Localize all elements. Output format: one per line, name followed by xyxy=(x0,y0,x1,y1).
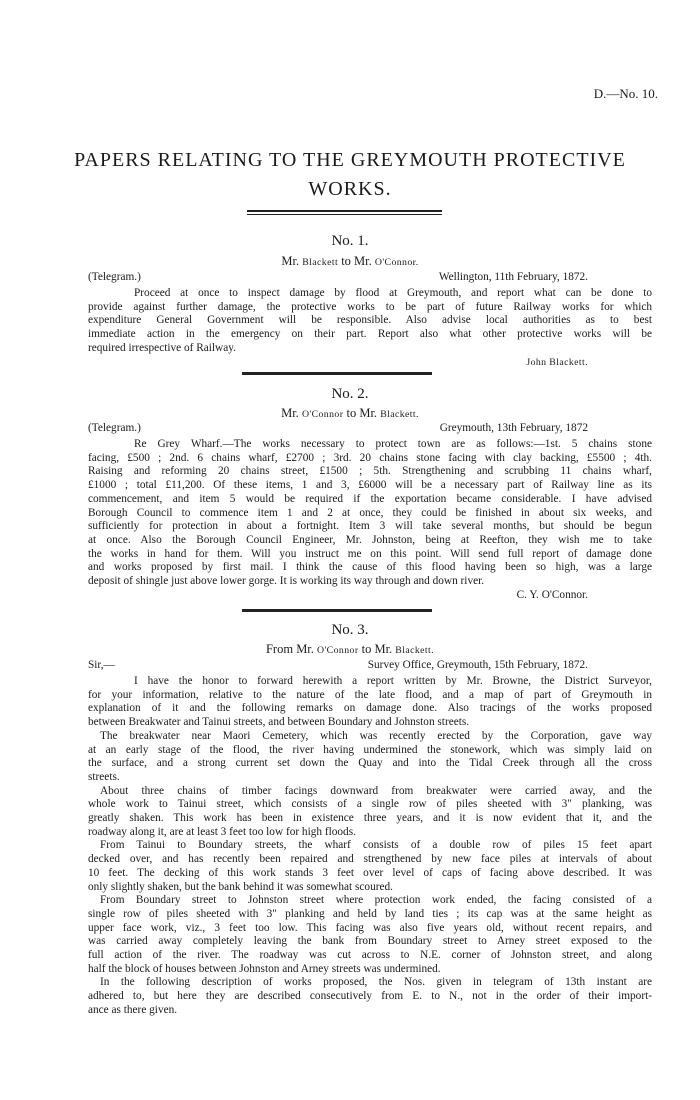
body-line: was carried away completely leaving the bank from Boundary street to Arney street exposed to the xyxy=(88,935,652,948)
body-line: provide against further damage, the protective works to be part of future Railway works for which xyxy=(88,300,652,313)
doc2-number: No. 2. xyxy=(331,386,369,402)
body-line: I have the honor to forward herewith a report written by Mr. Browne, the District Surveyor, xyxy=(134,675,652,687)
body-line: for your information, relative to the nature of the late flood, and a map of part of Greymouth in xyxy=(88,688,652,701)
body-line: the works in hand for them. Will you instruct me on this point. Will send full report of damage done xyxy=(88,547,652,560)
body-line: commencement, and item 5 would be required if the exportation became considerable. I have advised xyxy=(88,492,652,505)
doc1-number: No. 1. xyxy=(331,233,369,249)
doc3-salutation: Sir,— xyxy=(88,659,115,671)
body-line: expenditure General Government will be responsible. Also advise local authorities as to best xyxy=(88,314,652,327)
body-line: adhered to, but here they are described consecutively from E. to N., not in the order of their import- xyxy=(88,990,652,1003)
body-line: half the block of houses between Johnston and Arney streets was undermined. xyxy=(88,962,441,975)
body-line: only slightly shaken, but the bank behind it was somewhat scoured. xyxy=(88,880,393,893)
body-line: and works proposed by first mail. I think the cause of this flood having been so high, was a large xyxy=(88,561,652,574)
body-line: between Breakwater and Tainui streets, and between Boundary and Johnston streets. xyxy=(88,716,470,729)
body-line: immediate action in the emergency on their part. Report also what other protective works will be xyxy=(88,328,652,341)
body-line: Proceed at once to inspect damage by flood at Greymouth, and report what can be done to xyxy=(134,287,652,299)
body-line: decked over, and has recently been repaired and strengthened by new face piles at intervals of about xyxy=(88,853,652,866)
body-line: Re Grey Wharf.—The works necessary to protect town are as follows:—1st. 5 chains stone xyxy=(134,438,652,450)
body-line: Borough Council to commence item 1 and 2 at once, they could be finished in about six weeks, and xyxy=(88,506,652,519)
body-line: £1000 ; total £11,200. Of these items, 1 and 3, £6000 will be a necessary part of Railway line as its xyxy=(88,479,652,492)
body-line: From Boundary street to Johnston street where protection work ended, the facing consisted of a xyxy=(100,894,652,907)
body-line: sufficiently for protection in about a fortnight. Item 3 will take several months, but should be begun xyxy=(88,520,652,533)
body-line: facing, £500 ; 2nd. 6 chains wharf, £2700 ; 3rd. 20 chains stone facing with clay backing, £5500 ; 4th. xyxy=(88,451,652,464)
body-line: streets. xyxy=(88,770,120,783)
body-line: single row of piles sheeted with 3" planking and held by land ties ; its cap was at the same height as xyxy=(88,907,652,920)
title-line-1: PAPERS RELATING TO THE GREYMOUTH PROTECTIVE xyxy=(74,149,626,171)
doc3-heading: From Mr. O'Connor to Mr. Blackett. xyxy=(265,642,434,656)
doc1-place-date: Wellington, 11th February, 1872. xyxy=(438,271,588,283)
doc1-signature: John Blackett. xyxy=(526,357,588,368)
title-line-2: WORKS. xyxy=(308,178,392,200)
body-line: Raising and reforming 20 chains street, £1500 ; 5th. Strengthening and scrubbing 11 chains wharf, xyxy=(88,465,652,478)
body-line: The breakwater near Maori Cemetery, which was recently erected by the Corporation, gave way xyxy=(100,729,652,742)
doc3-body xyxy=(88,675,652,1018)
body-line: From Tainui to Boundary streets, the wharf consists of a double row of piles 15 feet apart xyxy=(100,839,652,852)
body-line: full action of the river. The roadway was cut across to N.E. corner of Johnston street, and along xyxy=(88,949,652,962)
doc2-heading: Mr. O'Connor to Mr. Blackett. xyxy=(281,406,419,420)
body-line: About three chains of timber facings downward from breakwater were carried away, and the xyxy=(100,784,652,797)
body-line: upper face work, viz., 3 feet too low. This facing was also five years old, without recent repairs, and xyxy=(88,921,652,934)
body-line: explanation of it and the following remarks on damage done. Also tracings of the works proposed xyxy=(88,702,652,715)
body-line: In the following description of works proposed, the Nos. given in telegram of 13th instant are xyxy=(100,976,652,989)
section-rule xyxy=(242,609,432,612)
body-line: ance as there given. xyxy=(88,1003,178,1016)
doc1-body xyxy=(88,287,652,356)
body-line: at an early stage of the flood, the river having undermined the stonework, which was simply laid on xyxy=(88,743,652,756)
doc2-type: (Telegram.) xyxy=(88,422,141,434)
doc3-place-date: Survey Office, Greymouth, 15th February, 1872. xyxy=(367,659,588,671)
body-line: at once. Also the Borough Council Engineer, Mr. Johnston, being at Reefton, they wish me to take xyxy=(88,533,652,546)
body-line: required irrespective of Railway. xyxy=(88,341,236,354)
document-title xyxy=(0,146,700,204)
body-line: greatly shaken. This work has been in existence three years, and it is now evident that it, and the xyxy=(88,812,652,825)
doc1-heading: Mr. Blackett to Mr. O'Connor. xyxy=(281,254,419,268)
body-line: whole work to Tainui street, which consists of a single row of piles sheeted with 3" planking, was xyxy=(88,798,652,811)
title-double-rule xyxy=(247,210,442,215)
body-line: 10 feet. The decking of this work stands 3 feet over level of caps of facing above described. It was xyxy=(88,866,652,879)
section-rule xyxy=(242,372,432,375)
body-line: roadway along it, are at least 3 feet too low for high floods. xyxy=(88,825,356,838)
doc2-place-date: Greymouth, 13th February, 1872 xyxy=(439,422,588,434)
doc1-type: (Telegram.) xyxy=(88,271,141,283)
doc2-signature: C. Y. O'Connor. xyxy=(516,589,588,601)
doc2-body xyxy=(88,438,652,589)
body-line: the surface, and a strong current set down the Quay and into the Tidal Creek through all the cross xyxy=(88,757,652,770)
body-line: deposit of shingle just above lower gorge. It is working its way through and down river. xyxy=(88,575,485,588)
page-reference: D.—No. 10. xyxy=(593,86,658,101)
doc3-number: No. 3. xyxy=(331,622,369,638)
